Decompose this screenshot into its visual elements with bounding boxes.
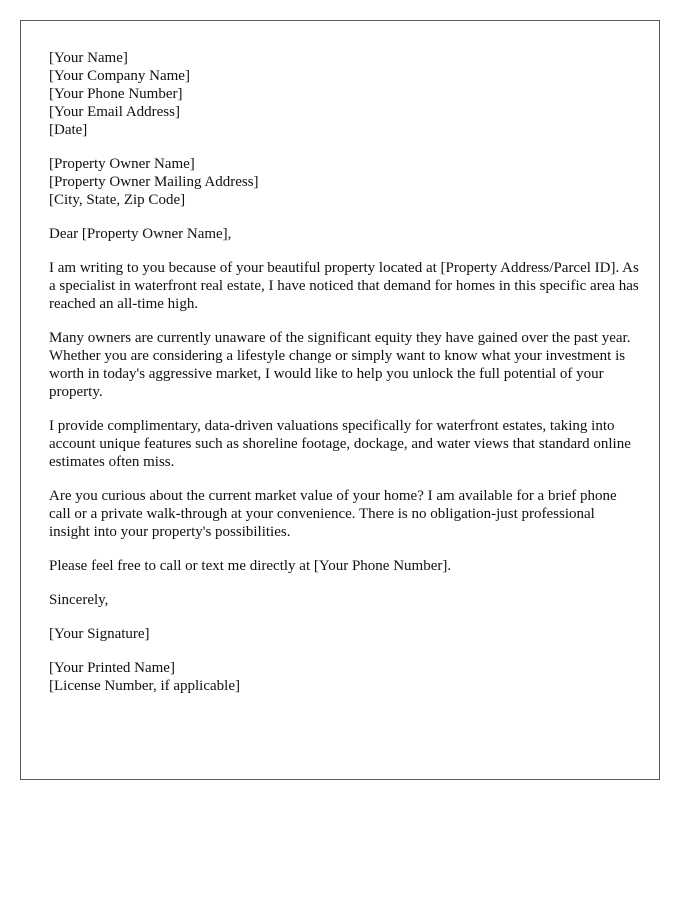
- recipient-block: [49, 155, 639, 209]
- closing: Sincerely,: [49, 592, 109, 608]
- recipient-name: [Property Owner Name]: [49, 156, 195, 172]
- signoff-block: [49, 659, 639, 695]
- paragraph-contact: Please feel free to call or text me directly at [Your Phone Number].: [49, 558, 452, 574]
- signature: [Your Signature]: [49, 626, 150, 642]
- license-number: [License Number, if applicable]: [49, 678, 240, 694]
- paragraph-call-to-action: Are you curious about the current market value of your home? I am available for a brief phone call or a private walk-through at your convenience. There is no obligation-just professional insight into your property's possibilities.: [49, 488, 617, 540]
- paragraph-equity: Many owners are currently unaware of the significant equity they have gained over the past year. Whether you are considering a lifestyle change or simply want to know what your investment is worth in today's aggressive market, I would like to help you unlock the full potential of your property.: [49, 330, 631, 400]
- sender-company: [Your Company Name]: [49, 68, 190, 84]
- letter-page: [20, 20, 660, 780]
- recipient-address: [Property Owner Mailing Address]: [49, 174, 259, 190]
- sender-email: [Your Email Address]: [49, 104, 180, 120]
- letter-body: [49, 49, 639, 711]
- sender-block: [49, 49, 639, 139]
- sender-name: [Your Name]: [49, 50, 128, 66]
- salutation: Dear [Property Owner Name],: [49, 226, 232, 242]
- letter-date: [Date]: [49, 122, 88, 138]
- printed-name: [Your Printed Name]: [49, 660, 175, 676]
- sender-phone: [Your Phone Number]: [49, 86, 183, 102]
- recipient-city-state-zip: [City, State, Zip Code]: [49, 192, 186, 208]
- paragraph-valuation: I provide complimentary, data-driven valuations specifically for waterfront estates, taking into account unique features such as shoreline footage, dockage, and water views that standard online estimates often miss.: [49, 418, 631, 470]
- paragraph-intro: I am writing to you because of your beautiful property located at [Property Address/Parcel ID]. As a specialist in waterfront real estate, I have noticed that demand for homes in this specific area has reached an all-time high.: [49, 260, 639, 312]
